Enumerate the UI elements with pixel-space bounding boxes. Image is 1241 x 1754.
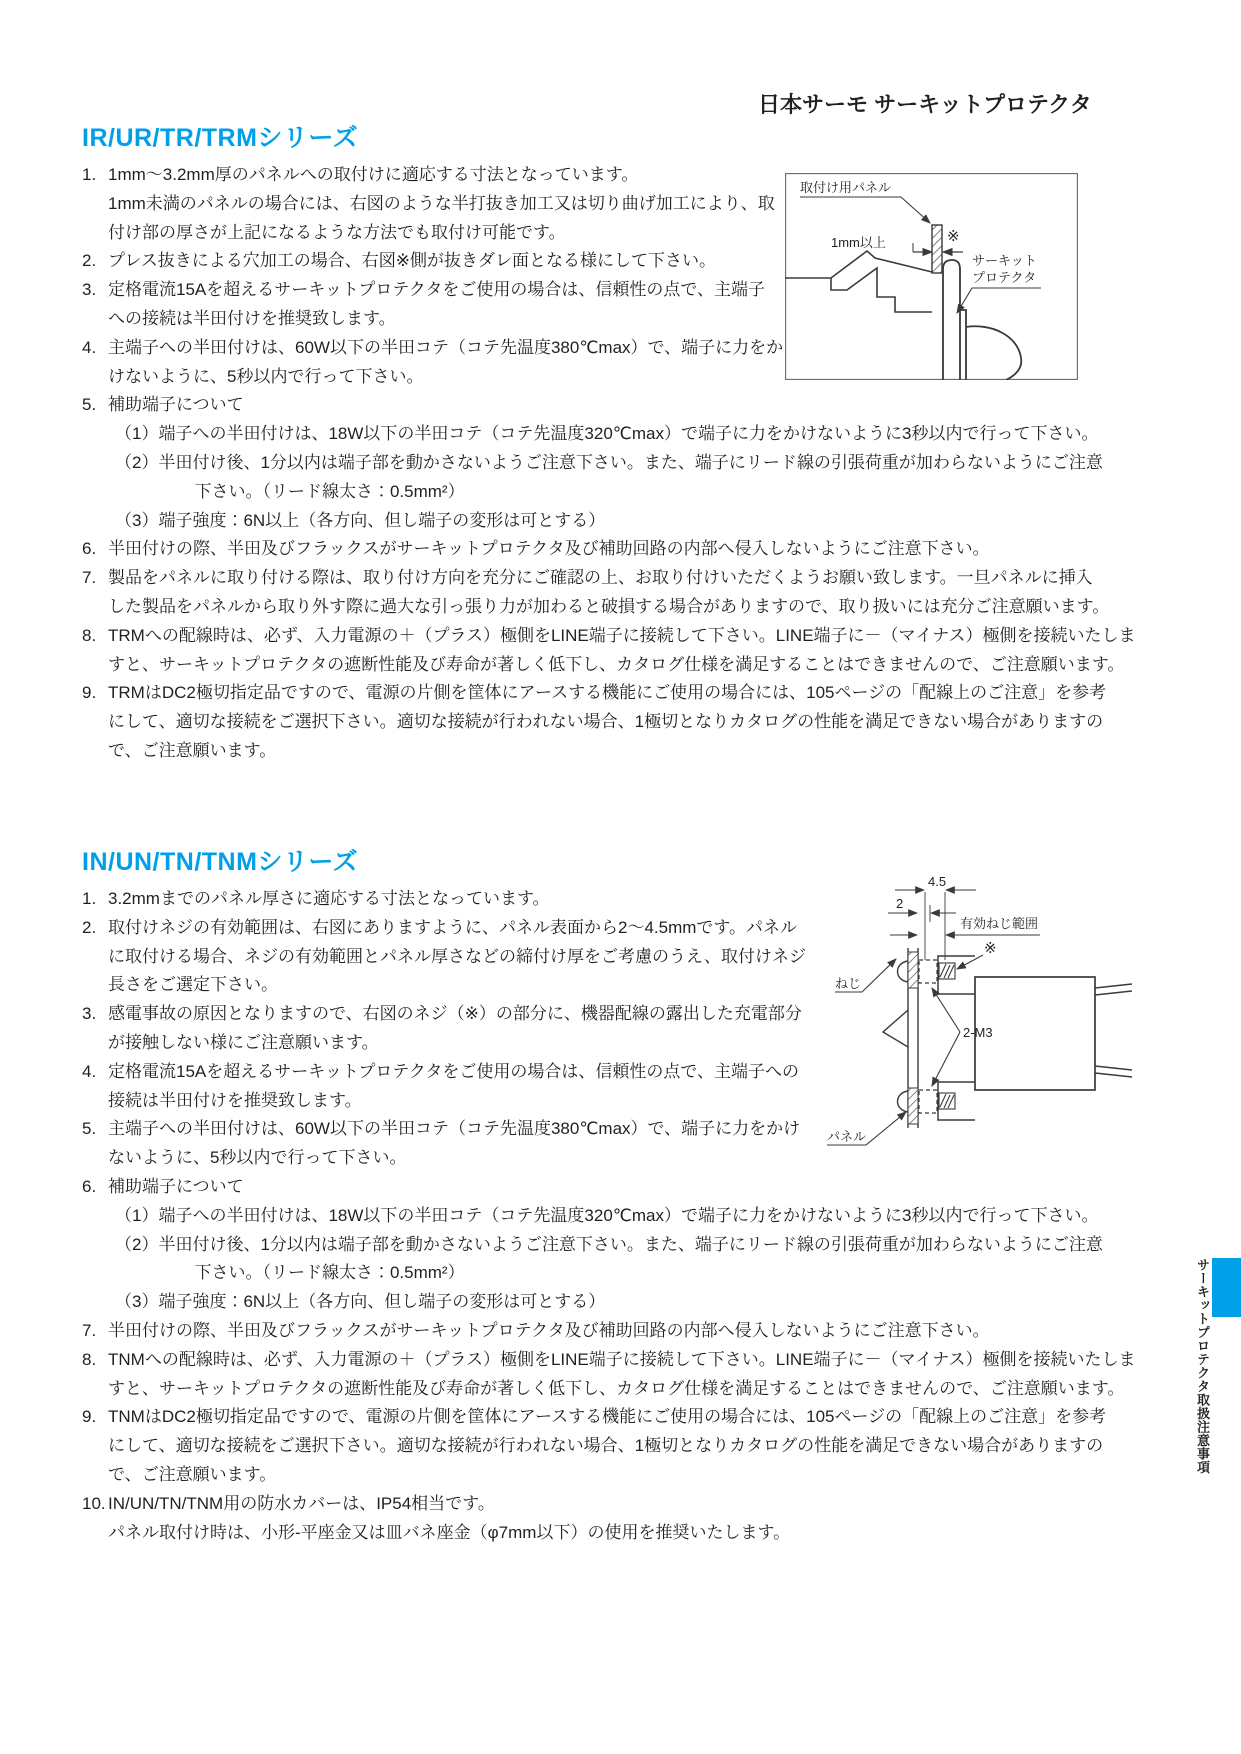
panel-label: 取付け用パネル	[800, 180, 892, 195]
text-line: 端子強度：6N以上（各方向、但し端子の変形は可とする）	[158, 510, 606, 530]
text-line: 端子強度：6N以上（各方向、但し端子の変形は可とする）	[158, 1292, 606, 1312]
text-line: した製品をパネルから取り外す際に過大な引っ張り力が加わると破損する場合がありますので、取り扱いには充分ご注意願います。	[108, 596, 1110, 616]
item-number: 10.	[82, 1493, 106, 1513]
panel-label: パネル	[827, 1129, 867, 1144]
text-line: にして、適切な接続をご選択下さい。適切な接続が行われない場合、1極切となりカタログの性能を満足できない場合がありますの	[108, 1436, 1104, 1456]
list-item	[82, 1346, 1192, 1404]
item-number: 6.	[82, 539, 97, 559]
text-line: 主端子への半田付けは、60W以下の半田コテ（コテ先温度380℃max）で、端子に力をかけ	[108, 1119, 801, 1139]
item-number: 9.	[82, 683, 97, 703]
list-item	[82, 1490, 1192, 1548]
text-line: 下さい。（リード線太さ：0.5mm²）	[194, 1263, 465, 1283]
list-item	[82, 622, 1192, 680]
item-number: 3.	[82, 1004, 97, 1024]
section-title: IN/UN/TN/TNMシリーズ	[82, 848, 359, 876]
text-line: すと、サーキットプロテクタの遮断性能及び寿命が著しく低下し、カタログ仕様を満足することはできませんので、ご注意願います。	[108, 654, 1125, 674]
text-line: TRMへの配線時は、必ず、入力電源の＋（プラス）極側をLINE端子に接続して下さい。LINE端子に－（マイナス）極側を接続いたしま	[108, 625, 1136, 645]
text-line: で、ご注意願います。	[108, 740, 277, 760]
panel-leader	[800, 197, 930, 223]
item-number: 6.	[82, 1176, 97, 1196]
section-title: IR/UR/TR/TRMシリーズ	[82, 124, 359, 152]
text-line: 半田付けの際、半田及びフラックスがサーキットプロテクタ及び補助回路の内部へ侵入しないようにご注意下さい。	[108, 1320, 990, 1340]
list-item	[82, 420, 1192, 449]
item-number: 2.	[82, 917, 97, 937]
text-line: 付け部の厚さが上記になるような方法でも取付け可能です。	[108, 222, 566, 242]
note-mark: ※	[984, 940, 997, 957]
text-line: 主端子への半田付けは、60W以下の半田コテ（コテ先温度380℃max）で、端子に力をか	[108, 337, 784, 357]
protector-label-1: サーキット	[972, 253, 1037, 268]
item-number: 5.	[82, 1119, 97, 1139]
screw-head-top	[898, 961, 909, 982]
text-line: 接続は半田付けを推奨致します。	[108, 1090, 362, 1110]
text-line: が接触しない様にご注意願います。	[108, 1032, 379, 1052]
item-number: 7.	[82, 568, 97, 588]
text-line: 定格電流15Aを超えるサーキットプロテクタをご使用の場合は、信頼性の点で、主端子への	[108, 1061, 800, 1081]
panel-hatch	[932, 225, 942, 273]
item-number: （3）	[115, 1292, 159, 1312]
text-line: プレス抜きによる穴加工の場合、右図※側が抜きダレ面となる様にして下さい。	[108, 251, 717, 271]
text-line: 長さをご選定下さい。	[108, 975, 278, 995]
item-number: 3.	[82, 280, 97, 300]
tapped-hole-top	[919, 960, 937, 983]
protector-bar	[943, 260, 960, 380]
panel-hatch-bottom	[908, 1088, 918, 1124]
screw-head-bottom	[898, 1091, 909, 1112]
item-number: 1.	[82, 165, 97, 184]
side-tab-marker	[1212, 1258, 1241, 1317]
dim-2: 2	[896, 896, 904, 911]
text-line: 下さい。（リード線太さ：0.5mm²）	[194, 481, 465, 501]
list-item	[82, 535, 1192, 564]
item-number: 7.	[82, 1320, 97, 1340]
text-line: で、ご注意願います。	[108, 1464, 277, 1484]
screw-thread-top	[939, 963, 955, 979]
list-item	[82, 1202, 1192, 1231]
text-line: にして、適切な接続をご選択下さい。適切な接続が行われない場合、1極切となりカタログの性能を満足できない場合がありますの	[108, 712, 1104, 732]
dim-label: 1mm以上	[831, 235, 886, 250]
text-line: 半田付けの際、半田及びフラックスがサーキットプロテクタ及び補助回路の内部へ侵入しないようにご注意下さい。	[108, 539, 990, 559]
protector-body	[975, 977, 1095, 1090]
text-line: すと、サーキットプロテクタの遮断性能及び寿命が著しく低下し、カタログ仕様を満足することはできませんので、ご注意願います。	[108, 1378, 1125, 1398]
protector-curve	[966, 326, 1021, 380]
text-line: パネル取付け時は、小形-平座金又は皿バネ座金（φ7mm以下）の使用を推奨いたします。	[108, 1522, 791, 1542]
text-line: 製品をパネルに取り付ける際は、取り付け方向を充分にご確認の上、お取り付けいただくようお願い致します。一旦パネルに挿入	[108, 568, 1093, 588]
item-number: 2.	[82, 251, 97, 271]
text-line: TRMはDC2極切指定品ですので、電源の片側を筐体にアースする機能にご使用の場合には、105ページの「配線上のご注意」を参考	[108, 683, 1107, 703]
item-number: 4.	[82, 1061, 97, 1081]
bracket-outline	[883, 1010, 908, 1047]
item-number: 9.	[82, 1407, 97, 1427]
item-number: 8.	[82, 625, 97, 645]
panel-top-contour	[785, 251, 932, 278]
text-line: に取付ける場合、ネジの有効範囲とパネル厚さなどの締付け厚をご考慮のうえ、取付けネジ	[108, 946, 807, 966]
list-item	[82, 507, 1192, 536]
item-number: 5.	[82, 395, 97, 415]
list-item	[82, 449, 1192, 507]
terminal-pins	[1095, 984, 1132, 1077]
panel-hatch-top	[908, 952, 918, 988]
list-item	[82, 1231, 1192, 1289]
panel-bottom-contour	[831, 268, 932, 312]
text-line: けないように、5秒以内で行って下さい。	[108, 366, 424, 386]
text-line: 感電事故の原因となりますので、右図のネジ（※）の部分に、機器配線の露出した充電部分	[108, 1004, 802, 1024]
text-line: 半田付け後、1分以内は端子部を動かさないようご注意下さい。また、端子にリード線の引張荷重が加わらないようにご注意	[158, 452, 1103, 472]
list-item	[82, 1173, 1192, 1202]
item-number: （2）	[115, 1234, 159, 1254]
text-line: 半田付け後、1分以内は端子部を動かさないようご注意下さい。また、端子にリード線の引張荷重が加わらないようにご注意	[158, 1234, 1103, 1254]
tapped-hole-bottom	[919, 1090, 937, 1113]
item-number: 4.	[82, 337, 97, 357]
side-tab-label: サーキットプロテクタ取扱注意事項	[1195, 1258, 1210, 1474]
list-item	[82, 1317, 1192, 1346]
list-item	[82, 1403, 1192, 1489]
text-line: への接続は半田付けを推奨致します。	[108, 308, 396, 328]
screw-thread-bottom	[939, 1093, 955, 1109]
hole-label: 2-M3	[963, 1025, 993, 1040]
protector-leader	[957, 288, 1041, 313]
text-line: 補助端子について	[108, 395, 244, 415]
text-line: ないように、5秒以内で行って下さい。	[108, 1148, 407, 1168]
text-line: 1mm未満のパネルの場合には、右図のような半打抜き加工又は切り曲げ加工により、取	[108, 193, 775, 213]
text-line: 定格電流15Aを超えるサーキットプロテクタをご使用の場合は、信頼性の点で、主端子	[108, 280, 766, 300]
text-line: 端子への半田付けは、18W以下の半田コテ（コテ先温度320℃max）で端子に力をかけないように3秒以内で行って下さい。	[158, 1205, 1099, 1225]
list-item	[82, 679, 1192, 765]
protector-label-2: プロテクタ	[972, 270, 1037, 285]
text-line: IN/UN/TN/TNM用の防水カバーは、IP54相当です。	[108, 1493, 495, 1513]
text-line: 1mm～3.2mm厚のパネルへの取付けに適応する寸法となっています。	[108, 165, 639, 184]
item-number: （1）	[115, 424, 159, 444]
note-leader	[957, 955, 983, 969]
item-number: （2）	[115, 452, 159, 472]
protector-step	[960, 310, 966, 380]
list-item	[82, 391, 1192, 420]
item-number: 8.	[82, 1349, 97, 1369]
hole-leader-bottom	[932, 1032, 960, 1086]
note-mark: ※	[947, 228, 960, 245]
list-item	[82, 1288, 1192, 1317]
dim-45: 4.5	[928, 874, 947, 889]
panel-mount-diagram	[785, 173, 1078, 380]
screw-label: ねじ	[835, 976, 862, 991]
screw-mount-diagram	[740, 860, 1140, 1172]
text-line: TNMへの配線時は、必ず、入力電源の＋（プラス）極側をLINE端子に接続して下さい。LINE端子に－（マイナス）極側を接続いたしま	[108, 1349, 1136, 1369]
text-line: TNMはDC2極切指定品ですので、電源の片側を筐体にアースする機能にご使用の場合には、105ページの「配線上のご注意」を参考	[108, 1407, 1107, 1427]
item-number: 1.	[82, 889, 97, 908]
page-title: 日本サーモ サーキットプロテクタ	[758, 92, 1092, 117]
list-item	[82, 564, 1192, 622]
item-number: （3）	[115, 510, 159, 530]
thread-range-label: 有効ねじ範囲	[960, 916, 1039, 931]
text-line: 3.2mmまでのパネル厚さに適応する寸法となっています。	[108, 889, 550, 908]
text-line: 端子への半田付けは、18W以下の半田コテ（コテ先温度320℃max）で端子に力をかけないように3秒以内で行って下さい。	[158, 424, 1099, 444]
item-number: （1）	[115, 1205, 159, 1225]
mount-boss-bottom	[938, 1082, 975, 1120]
text-line: 取付けネジの有効範囲は、右図にありますように、パネル表面から2～4.5mmです。パネル	[108, 917, 798, 937]
text-line: 補助端子について	[108, 1176, 244, 1196]
